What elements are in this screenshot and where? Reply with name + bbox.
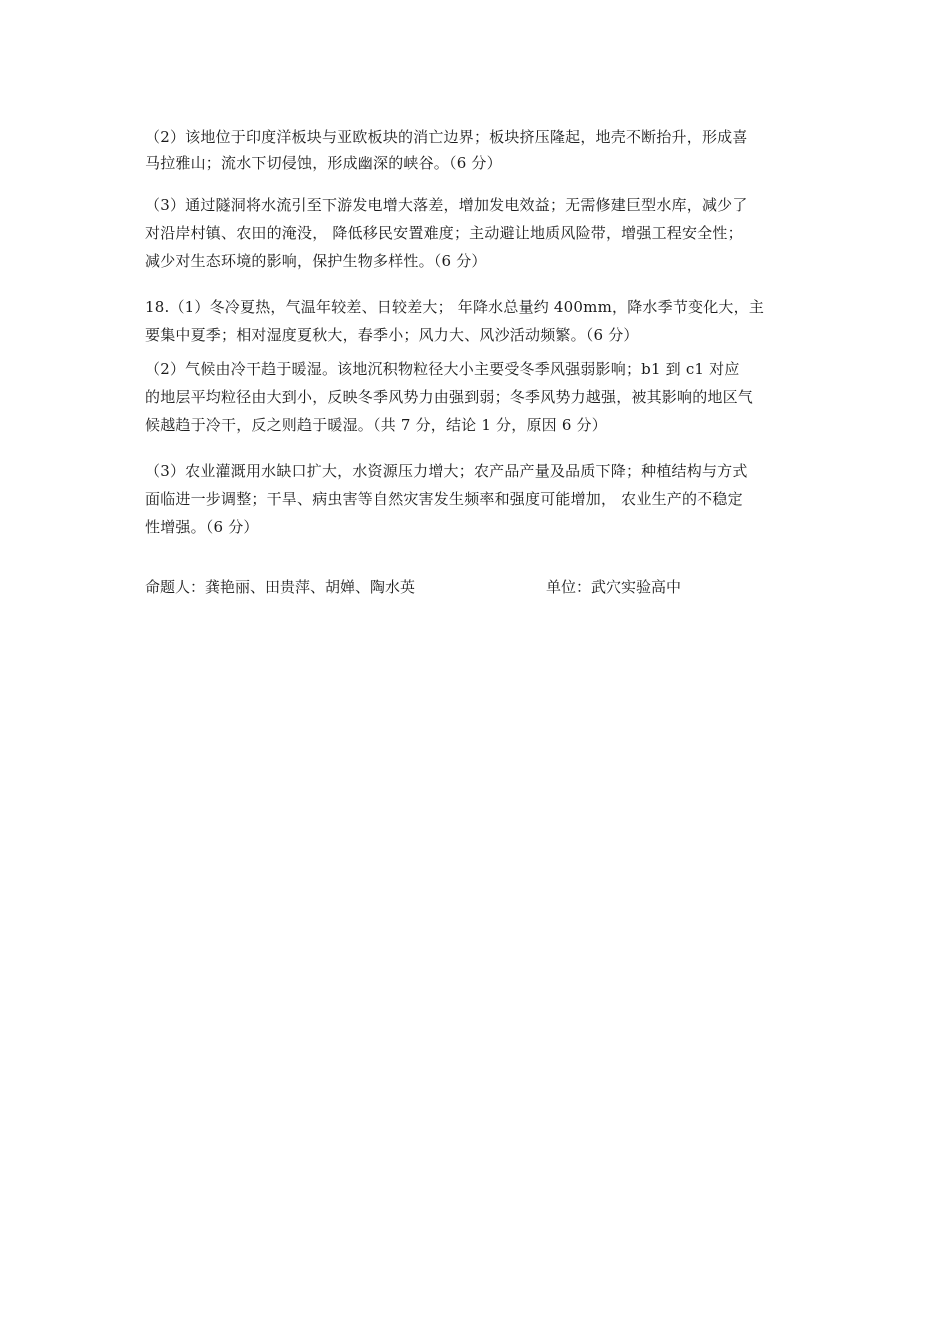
answer-18-1-line-2: 要集中夏季；相对湿度夏秋大，春季小；风力大、风沙活动频繁。（6 分） <box>145 326 639 344</box>
answer-17-2-line-2: 马拉雅山；流水下切侵蚀，形成幽深的峡谷。（6 分） <box>145 154 502 172</box>
answer-18-3-line-3: 性增强。（6 分） <box>145 518 259 536</box>
answer-18-2-line-3: 候越趋于冷干，反之则趋于暖湿。（共 7 分，结论 1 分，原因 6 分） <box>145 416 607 434</box>
answer-17-2-line-1: （2）该地位于印度洋板块与亚欧板块的消亡边界；板块挤压隆起，地壳不断抬升，形成喜 <box>145 128 748 146</box>
answer-17-3-line-3: 减少对生态环境的影响，保护生物多样性。（6 分） <box>145 252 487 270</box>
answer-17-3-line-1: （3）通过隧洞将水流引至下游发电增大落差，增加发电效益；无需修建巨型水库，减少了 <box>145 196 748 214</box>
answer-18-2-line-1: （2）气候由冷干趋于暖湿。该地沉积物粒径大小主要受冬季风强弱影响；b1 到 c1 对应 <box>145 360 740 378</box>
answer-18-1-line-1: 18.（1）冬冷夏热，气温年较差、日较差大； 年降水总量约 400mm，降水季节变化大，主 <box>145 298 765 316</box>
answer-17-3-line-2: 对沿岸村镇、农田的淹没， 降低移民安置难度；主动避让地质风险带，增强工程安全性； <box>145 224 743 242</box>
answer-18-3-line-1: （3）农业灌溉用水缺口扩大，水资源压力增大；农产品产量及品质下降；种植结构与方式 <box>145 462 748 480</box>
footer-unit: 单位：武穴实验高中 <box>546 578 682 596</box>
answer-18-2-line-2: 的地层平均粒径由大到小，反映冬季风势力由强到弱；冬季风势力越强，被其影响的地区气 <box>145 388 754 406</box>
answer-18-3-line-2: 面临进一步调整；干旱、病虫害等自然灾害发生频率和强度可能增加， 农业生产的不稳定 <box>145 490 743 508</box>
footer-authors: 命题人：龚艳丽、田贵萍、胡婵、陶水英 <box>145 578 416 596</box>
